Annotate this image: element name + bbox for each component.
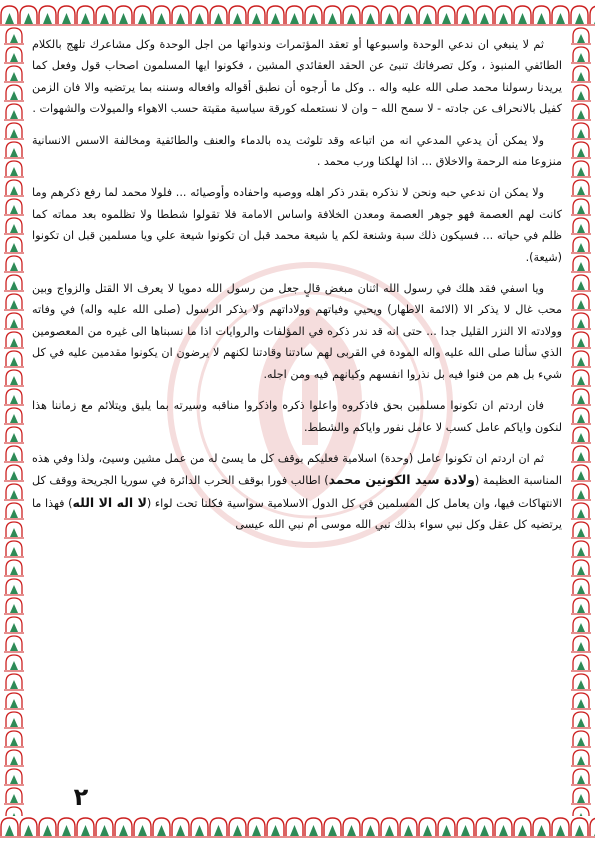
paragraph: [32, 448, 562, 536]
emphasis-text: ولادة سيد الكونين محمد: [328, 472, 475, 488]
border-ornament-right: [571, 26, 591, 816]
arch-ornament-icon: [0, 4, 595, 26]
paragraph-text: ثم لا ينبغي ان ندعي الوحدة واسبوعها أو تعقد المؤتمرات وندواتها من اجل الوحدة وكل مشاعرك تلهج بالكلام الطائفي المنبوذ ، وكل تصرفاتك تنبئ عن الحقد العقائدي المشين ، فكونوا ايها المسلمون اصحاب قول وفعل كما يريدنا رسولنا محمد صلى الله عليه واله .. وكل ما أرجوه أن نطبق أقواله وافعاله وسننه بما يرتضيه والا فان الزمن كفيل بالانحراف عن جادته - لا سمح الله – وان لا نستعمله كورقة سياسية مقيتة حسب الاهواء والميولات والشهوات .: [32, 38, 562, 116]
emphasis-text: لا اله الا الله: [72, 494, 147, 510]
paragraph: [32, 182, 562, 268]
arch-ornament-icon: [571, 26, 591, 816]
paragraph-text: ولا يمكن أن يدعي المدعي انه من اتباعه وقد تلوثت يده بالدماء والعنف والطائفية ومخالفة الاسس الانسانية منزوعا منه الرحمة والاخلاق ... اذا لهلكنا ورب محمد .: [32, 133, 562, 169]
paragraph: [32, 278, 562, 385]
border-ornament-top: [0, 4, 595, 26]
arch-ornament-icon: [4, 26, 24, 816]
paragraph-text: ثم ان اردتم ان تكونوا عامل (وحدة) اسلامية فعليكم بوقف كل ما يسئ له من عمل مشين وسيئ، ولذا وفي هذه المناسبة العظيمة (: [32, 451, 562, 488]
paragraph: [32, 395, 562, 438]
paragraph-text: ) فهذا ما يرتضيه كل عقل وكل نبي سواء بذلك نبي الله موسى أم نبي الله عيسى: [32, 496, 562, 532]
paragraph-text: ويا اسفي فقد هلك في رسول الله اثنان مبغض قالٍ جعل من رسول الله دمويا لا يعرف الا القتل والزواج وبين محب غال لا يذكر الا (الائمة الاطهار) ويحيي وفياتهم وولاداتهم ولا يذكر الرسول (صلى الله عليه واله) في وفاته وولادته الا النزر القليل جدا ... حتى انه قد ندر ذكره في المؤلفات والروايات اذا ما نسبناها الى غيره من المعصومين الذي سألنا صلى الله عليه واله المودة في القربى لهم سادتنا وقادتنا لكنهم لا يرضون ان يكونوا مقدمين عليه في كل شيء بل هم من فنوا فيه بل نذروا انفسهم وكيانهم فيه ومن اجله.: [32, 282, 562, 381]
border-ornament-left: [4, 26, 24, 816]
paragraph-text: ولا يمكن ان ندعي حبه ونحن لا نذكره بقدر ذكر اهله ووصيه واحفاده وأوصيائه ... فلولا محمد لما رفع ذكرهم وما كانت لهم العصمة فهو جوهر العصمة ومعدن الخلافة واساس الامامة فلا تقولوا شططا ولا تظلموه بعد مماته كما ظلم في حياته ... فسيكون ذلك سبة وشنعة لكم يا شيعة محمد قبل ان تكونوا شيعة علي ويا مسلمين قبل ان تكونوا (شيعة).: [32, 186, 562, 264]
paragraph-text: ) اطالب فورا بوقف الحرب الدائرة في سوريا الجريحة ووقف كل الانتهاكات فيها، وان يعامل كل المسلمين في كل الدول الاسلامية سواسية فكلنا تحت لواء (: [32, 474, 562, 510]
paragraph-text: فان اردتم ان تكونوا مسلمين بحق فاذكروه واعلوا ذكره واذكروا مناقبه وسيرته بما يليق ويتلائم مع زماننا هذا لنكون واياكم عامل كسب لا عامل نفور واياكم والشطط.: [32, 399, 562, 434]
article-body: [32, 34, 562, 784]
paragraph: [32, 130, 562, 173]
paragraph: [32, 34, 562, 120]
page-number: ٢: [73, 783, 89, 811]
arch-ornament-icon: [0, 816, 595, 838]
border-ornament-bottom: [0, 816, 595, 838]
